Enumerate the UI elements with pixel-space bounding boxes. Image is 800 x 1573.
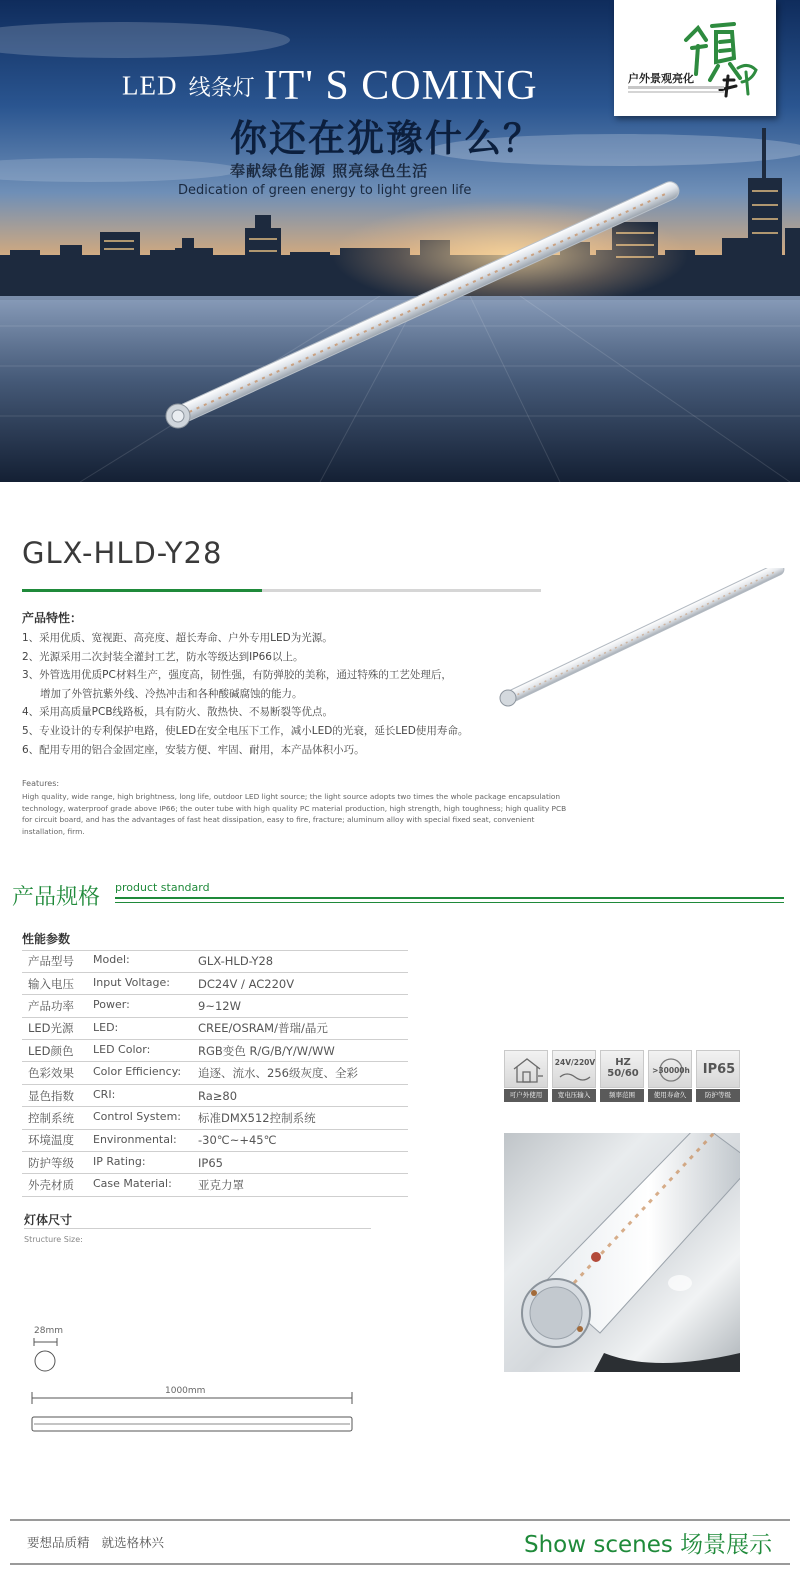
spec-label-en: LED Color: [93, 1043, 151, 1057]
ip-rating-text: IP65 [702, 1062, 736, 1077]
hero-led-cn: 线条灯 [188, 75, 255, 101]
diameter-label: 28mm [34, 1326, 63, 1336]
section-heading-product-standard [12, 880, 784, 910]
footer-slogan-2: 就选格林兴 [101, 1535, 165, 1550]
spec-table [22, 950, 408, 1197]
features-en-text: High quality, wide range, high brightness, long life, outdoor LED light source; the light source adopts two times the whole package encapsulation technology, waterproof grade above IP66; the outer tube with high quality PC material production, high strength, high toughness; high quality PCB for circuit board, and has the advantages of fast heat dissipation, easy to fire, fracture; aluminum alloy with special fixed seat, convenient installation, firm. [22, 792, 567, 836]
house-icon [504, 1050, 548, 1088]
spec-value: DC24V / AC220V [198, 976, 295, 991]
spec-value: 9~12W [198, 998, 241, 1013]
title-underline-accent [22, 589, 262, 592]
table-row [22, 995, 408, 1017]
footer-show-scenes: Show scenes 场景展示 [524, 1532, 773, 1558]
features-title: 产品特性： [22, 611, 83, 625]
spec-label-en: LED: [93, 1020, 119, 1034]
title-underline [22, 589, 541, 592]
product-tube-image [496, 568, 792, 713]
voltage-icon [552, 1050, 596, 1088]
spec-label-en: Control System: [93, 1110, 181, 1124]
features-list [22, 629, 468, 759]
feature-item: 6、配用专用的铝合金固定座，安装方便、牢固、耐用，本产品体积小巧。 [22, 743, 365, 756]
feature-item: 3、外管选用优质PC材料生产，强度高，韧性强，有防弹胶的美称，通过特殊的工艺处理后， [22, 669, 452, 682]
hero-subtitle-cn: 奉献绿色能源 照亮绿色生活 [230, 162, 429, 180]
spec-label-en: CRI: [93, 1087, 116, 1101]
section-title-en: product standard [115, 881, 210, 894]
spec-value: Ra≥80 [198, 1088, 238, 1103]
feature-caption: 防护等级 [696, 1089, 740, 1102]
section-title-cn: 产品规格 [12, 885, 101, 910]
feature-item: 5、专业设计的专利保护电路，使LED在安全电压下工作，减小LED的光衰，延长LED使用寿命。 [22, 724, 469, 737]
feature-caption: 可户外使用 [504, 1089, 548, 1102]
spec-label-en: Environmental: [93, 1132, 177, 1146]
voltage-text: 24V/220V [554, 1058, 596, 1067]
spec-label-cn: 产品型号 [28, 953, 74, 968]
spec-label-en: Input Voltage: [93, 975, 170, 989]
table-row [22, 1017, 408, 1039]
spec-value: 追逐、流水、256级灰度、全彩 [198, 1066, 358, 1081]
dimension-rule [24, 1228, 371, 1229]
length-label: 1000mm [165, 1386, 206, 1396]
feature-tile-lifespan [648, 1050, 692, 1102]
footer-rule-bottom [10, 1563, 790, 1565]
spec-label-cn: 环境温度 [28, 1133, 74, 1148]
hero-led-word: LED [122, 70, 178, 101]
spec-value: -30℃~+45℃ [198, 1133, 277, 1148]
spec-value: IP65 [198, 1155, 223, 1170]
spec-label-cn: 色彩效果 [28, 1066, 74, 1081]
feature-item: 增加了外管抗紫外线、冷热冲击和各种酸碱腐蚀的能力。 [40, 687, 303, 700]
feature-item: 1、采用优质、宽视距、高亮度、超长寿命、户外专用LED为光源。 [22, 632, 333, 644]
dimension-title: 灯体尺寸 [24, 1213, 73, 1227]
spec-label-en: Model: [93, 953, 130, 966]
feature-tile-frequency [600, 1050, 644, 1102]
table-row [22, 972, 408, 994]
hero-title [122, 62, 538, 110]
product-model-title: GLX-HLD-Y28 [22, 536, 223, 570]
spec-label-cn: 输入电压 [28, 976, 74, 991]
feature-item: 2、光源采用二次封装全灌封工艺，防水等级达到IP66以上。 [22, 650, 304, 663]
table-row [22, 1129, 408, 1151]
dimension-subtitle: Structure Size: [24, 1235, 83, 1244]
table-row [22, 1152, 408, 1174]
section-rule-thin [115, 902, 784, 903]
table-row [22, 950, 408, 972]
brand-logo-card [614, 0, 776, 116]
hero-banner [0, 0, 800, 482]
feature-caption: 频率范围 [600, 1089, 644, 1102]
footer-rule-top [10, 1519, 790, 1521]
spec-value: 亚克力罩 [198, 1178, 244, 1193]
table-row [22, 1062, 408, 1084]
feature-caption: 使用寿命久 [648, 1089, 692, 1102]
spec-label-en: Power: [93, 998, 130, 1012]
feature-tile-ip [696, 1050, 740, 1102]
dimension-drawing [24, 1330, 364, 1440]
features-en-title: Features: [22, 779, 60, 788]
hero-coming: IT' S COMING [263, 63, 538, 109]
spec-label-cn: 控制系统 [28, 1110, 74, 1125]
spec-value: CREE/OSRAM/普瑞/晶元 [198, 1021, 328, 1036]
feature-item: 4、采用高质量PCB线路板，具有防火、散热快、不易断裂等优点。 [22, 706, 334, 719]
spec-label-cn: 产品功率 [28, 998, 74, 1013]
spec-label-cn: LED颜色 [28, 1043, 74, 1058]
spec-label-en: Case Material: [93, 1177, 172, 1191]
table-row [22, 1107, 408, 1129]
feature-tile-outdoor [504, 1050, 548, 1102]
spec-value: 标准DMX512控制系统 [198, 1110, 316, 1125]
lifespan-icon [648, 1050, 692, 1088]
spec-value: RGB变色 R/G/B/Y/W/WW [198, 1043, 335, 1058]
footer-slogan [27, 1533, 164, 1551]
brand-tagline-bar-2 [628, 91, 724, 93]
frequency-icon [600, 1050, 644, 1088]
spec-label-cn: 防护等级 [28, 1155, 74, 1170]
ip-rating-icon [696, 1050, 740, 1088]
spec-value: GLX-HLD-Y28 [198, 953, 274, 968]
hero-headline: 你还在犹豫什么？ [230, 117, 542, 160]
spec-label-en: Color Efficiency: [93, 1065, 182, 1079]
lifespan-text: >30000h [652, 1066, 690, 1075]
spec-label-cn: 外壳材质 [28, 1178, 74, 1193]
spec-label-cn: 显色指数 [28, 1088, 74, 1103]
led-tube-image [150, 180, 690, 440]
spec-label-en: IP Rating: [93, 1155, 146, 1169]
brand-name: 户外景观亮化 [628, 72, 694, 85]
spec-label-cn: LED光源 [28, 1021, 74, 1036]
hero-subtitle-en: Dedication of green energy to light green life [178, 183, 472, 198]
table-row [22, 1084, 408, 1106]
product-closeup-photo [504, 1133, 740, 1372]
table-row [22, 1040, 408, 1062]
brand-tagline-bar [628, 86, 724, 89]
footer-slogan-1: 要想品质精 [27, 1535, 90, 1550]
feature-caption: 宽电压输入 [552, 1089, 596, 1102]
frequency-text: HZ 50/60 [607, 1057, 639, 1079]
feature-tile-voltage [552, 1050, 596, 1102]
section-rule [115, 897, 784, 899]
spec-title: 性能参数 [22, 932, 71, 946]
table-row [22, 1174, 408, 1196]
